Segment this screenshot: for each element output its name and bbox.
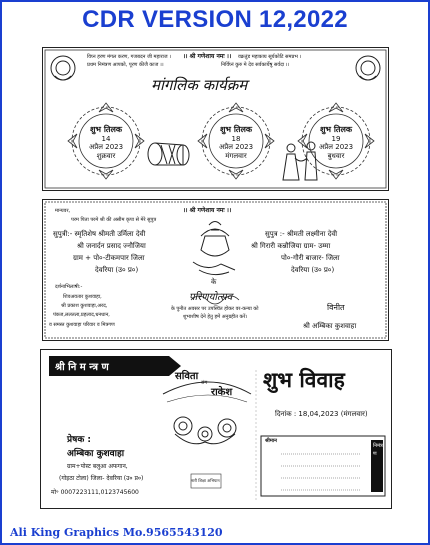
- groom-name: राकेश: [211, 387, 233, 398]
- kalash-icon: [201, 222, 229, 257]
- blessing-request-1: के पुनीत अवसर पर उपस्थित होकर वर-कन्या को: [171, 306, 259, 312]
- dholak-drum-icon: [148, 143, 189, 165]
- page-title: CDR VERSION 12,2022: [82, 6, 348, 33]
- hands-icon: [193, 262, 235, 275]
- darshan-line-3: पंकज,ललतला,प्रहलाद,धनधान,: [53, 312, 110, 318]
- right-verse-2: निर्विघ्नं कुरु मे देव सर्वकार्येषु सर्वदा ।।: [221, 62, 290, 68]
- wedding-date: दिनांक : 18,04,2023 (मंगलवार): [275, 410, 368, 418]
- events-heading: मांगलिक कार्यक्रम: [151, 76, 248, 94]
- event-2-month: अप्रैल 2023: [218, 143, 254, 151]
- event-1: [82, 124, 130, 161]
- darshan-line-2: श्री प्रकाश कुशवाहा,अरद,: [61, 303, 108, 309]
- bride-father: श्री गिरारी कन्नौजिया ग्राम- उम्मा: [251, 242, 331, 250]
- event-1-month: अप्रैल 2023: [88, 143, 124, 151]
- card2-blessing: ।। श्री गणेशाय नमः ।।: [183, 207, 232, 214]
- footer: [2, 523, 428, 543]
- events-card-art: [43, 48, 388, 190]
- left-verse-2: प्रथम निमंत्रण आपको, पूरण कीजै काज ।।: [87, 62, 164, 68]
- event-2-weekday: मंगलवार: [225, 152, 247, 160]
- event-3-day: 19: [331, 135, 341, 143]
- vineet-label: विनीत: [327, 303, 345, 312]
- small-note: नारी शिक्षा अभियान: [191, 478, 220, 483]
- right-verse-1: वक्रतुंड महाकाय सूर्यकोटि समप्रभ ।: [238, 54, 302, 60]
- intro-text: परम पिता परमे श्री की असीम कृपा से मेरे सुपुत्र: [71, 217, 157, 223]
- event-2: [212, 124, 260, 161]
- bride-district: देवरिया (उ० प्र०): [291, 266, 335, 274]
- blessing-request-2: शुभाशीष देने हेतु हमें अनुग्रहीत करें।: [183, 314, 248, 320]
- shubh-vivah-title: शुभ विवाह: [263, 367, 345, 392]
- weds-label: संग: [201, 380, 208, 386]
- vineet-name: श्री अम्बिका कुशवाहा: [303, 322, 357, 330]
- invitation-text-card: [42, 199, 389, 341]
- address-label: श्रीमान: [265, 438, 277, 444]
- top-blessing: ।। श्री गणेशाय नमः ।।: [183, 53, 232, 60]
- sender-mobile: मो॰ 0007223111,0123745600: [51, 489, 139, 496]
- event-3-weekday: बुधवार: [327, 152, 345, 160]
- event-1-weekday: शुक्रवार: [96, 152, 116, 160]
- groom-district: देवरिया (उ० प्र०): [95, 266, 139, 274]
- bride-name: सविता: [175, 371, 199, 382]
- event-3-name: शुभ तिलक: [319, 125, 353, 134]
- sender-address-2: (गोइठा टोला) जिला- देवरिया (उ० प्र०): [59, 475, 144, 482]
- nimantran-label: श्री नि म न्त्र ण: [55, 362, 109, 373]
- ganesha-left-icon: [51, 56, 75, 80]
- cover-card: [40, 349, 392, 509]
- event-2-day: 18: [231, 135, 241, 143]
- darshan-line-1: शिवअवतार कुशवाहा,: [63, 294, 102, 300]
- salutation: मान्यवर,: [55, 208, 71, 214]
- ceremony-prefix: के: [211, 278, 217, 286]
- darshan-line-4: व समस्त कुशवाहा परिवार व मित्रगण: [49, 322, 115, 328]
- sender-name: अम्बिका कुशवाहा: [67, 449, 125, 459]
- footer-credit: Ali King Graphics Mo.9565543120: [10, 526, 223, 539]
- left-verse-1: विघ्न हरण मंगल करण, गजबदन जी महाराज ।: [87, 54, 172, 60]
- events-card: [42, 47, 389, 191]
- bride-line: सुपुत्र :- श्रीमती लक्ष्मीना देवी: [265, 230, 338, 238]
- groom-line: सुपुत्री:- स्मृतिशेष श्रीमती उर्मिला देवी: [53, 230, 146, 238]
- ceremony-title: परिणयोत्सव: [189, 292, 233, 303]
- event-2-name: शुभ तिलक: [219, 125, 253, 134]
- floral-wreath-icon: [163, 382, 251, 444]
- bride-village: पो०-गौरी बाजार- जिला: [281, 254, 340, 262]
- darshanabhilashi-label: दर्शनाभिलाषी:-: [55, 284, 83, 290]
- event-3-month: अप्रैल 2023: [318, 143, 354, 151]
- side-label: निमंत्रण: [373, 443, 383, 457]
- groom-village: ग्राम + पो०-टीकमपार जिला: [73, 254, 145, 262]
- ganesha-right-icon: [356, 56, 380, 80]
- sender-label: प्रेषक :: [67, 435, 91, 445]
- event-1-day: 14: [101, 135, 111, 143]
- groom-father: श्री जनार्दन प्रसाद ज्नौजिया: [77, 242, 146, 250]
- event-3: [312, 124, 360, 161]
- event-1-name: शुभ तिलक: [89, 125, 123, 134]
- sender-address-1: ग्राम+पोस्ट बलुआ अफगान,: [67, 463, 128, 470]
